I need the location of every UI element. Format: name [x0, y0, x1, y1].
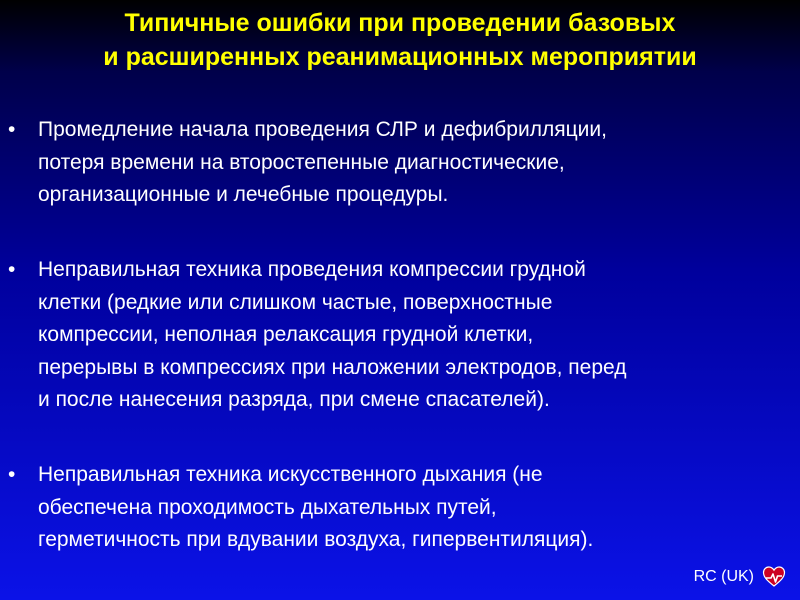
heart-logo-icon [762, 565, 786, 589]
slide-title-line-2: и расширенных реанимационных мероприятии [103, 43, 697, 71]
bullet-line: Промедление начала проведения СЛР и дефибрилляции, [38, 118, 607, 141]
bullet-line: Неправильная техника искусственного дыхания (не [38, 463, 543, 486]
bullet-text [38, 459, 788, 557]
bullet-line: потеря времени на второстепенные диагностические, [38, 150, 565, 174]
slide-title-line-1: Типичные ошибки при проведении базовых [124, 9, 676, 37]
slide-title [0, 6, 800, 74]
bullet-line: компрессии, неполная релаксация грудной клетки, [38, 323, 534, 346]
bullet-text [38, 114, 788, 212]
bullet-line: клетки (редкие или слишком частые, поверхностные [38, 290, 553, 314]
bullet-marker: • [8, 258, 16, 281]
bullet-line: обеспечена проходимость дыхательных путей, [38, 495, 497, 519]
footer-logo [694, 562, 786, 592]
bullet-marker: • [8, 118, 16, 141]
bullet-marker: • [8, 463, 16, 486]
bullet-line: организационные и лечебные процедуры. [38, 183, 449, 206]
bullet-line: герметичность при вдувании воздуха, гипервентиляция). [38, 528, 594, 551]
bullet-text [38, 254, 788, 417]
bullet-line: перерывы в компрессиях при наложении электродов, перед [38, 355, 627, 379]
bullet-line: Неправильная техника проведения компрессии грудной [38, 258, 586, 281]
footer-label: RC (UK) [693, 568, 754, 585]
bullet-line: и после нанесения разряда, при смене спасателей). [38, 388, 550, 411]
